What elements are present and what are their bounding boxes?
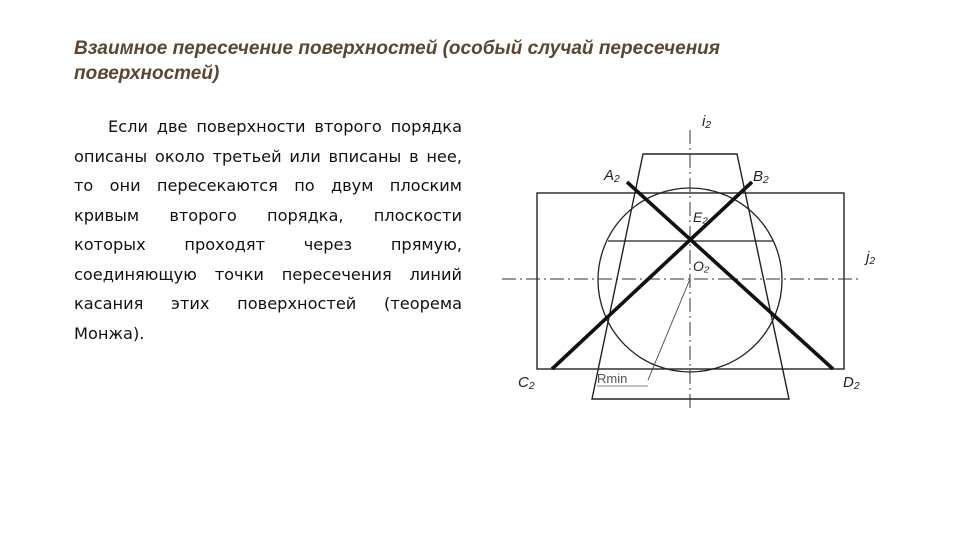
label-a2: A₂ xyxy=(604,167,620,184)
rmin-line xyxy=(648,279,690,380)
label-i2: i₂ xyxy=(702,113,712,130)
intersection-curve-a2-d2 xyxy=(627,182,833,369)
label-j2: j₂ xyxy=(866,249,876,266)
label-o2: O₂ xyxy=(693,258,710,274)
label-b2: B₂ xyxy=(753,168,769,185)
intersection-curve-b2-c2 xyxy=(552,182,752,369)
theorem-text: Если две поверхности второго порядка описаны около третьей или вписаны в нее, то они пересекаются по двум плоским кривым второго порядка, плоскости которых проходят через прямую, соединяющую точки пересечения линий касания этих поверхностей (теорема Монжа). xyxy=(74,117,462,343)
monge-theorem-diagram xyxy=(500,100,900,420)
slide-title-line-1: Взаимное пересечение поверхностей (особый случай пересечения xyxy=(74,38,720,59)
label-e2: E₂ xyxy=(693,209,708,225)
slide-title-line-2: поверхностей) xyxy=(74,63,220,84)
label-c2: C₂ xyxy=(518,374,535,391)
slide-title xyxy=(74,36,894,86)
label-d2: D₂ xyxy=(843,374,860,391)
label-rmin: Rmin xyxy=(597,371,628,386)
